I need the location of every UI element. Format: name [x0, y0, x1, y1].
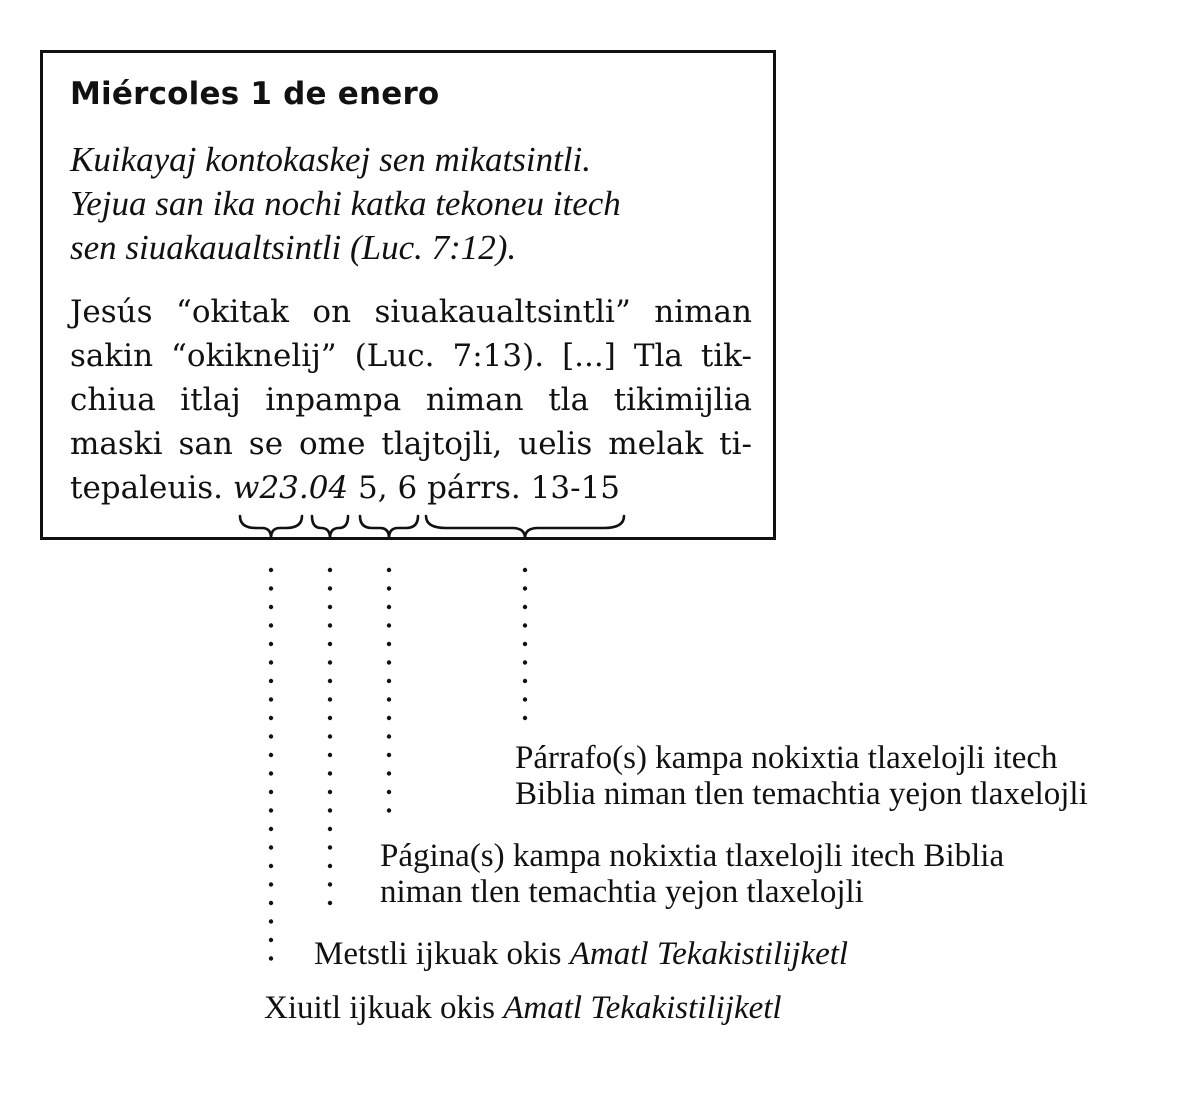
leader-year-dot: [269, 938, 273, 942]
leader-month-dot: [328, 605, 332, 609]
month-label-title: Amatl Tekakistilijketl: [569, 936, 849, 972]
year-label: [264, 990, 782, 1026]
leader-month-dot: [328, 827, 332, 831]
leader-pages-dot: [387, 790, 391, 794]
verse-line: sen siuakaualtsintli (Luc. 7:12).: [70, 228, 517, 267]
leader-paragraphs-dot: [523, 697, 527, 701]
leader-year-dot: [269, 697, 273, 701]
reference-code: w23.04: [232, 470, 349, 506]
leader-year-dot: [269, 919, 273, 923]
leader-month-dot: [328, 808, 332, 812]
leader-year-dot: [269, 808, 273, 812]
leader-paragraphs-dot: [523, 679, 527, 683]
leader-year-dot: [269, 864, 273, 868]
leader-month-dot: [328, 864, 332, 868]
leader-month-dot: [328, 771, 332, 775]
leader-pages-dot: [387, 771, 391, 775]
leader-month-dot: [328, 845, 332, 849]
leader-pages-dot: [387, 734, 391, 738]
leader-year-dot: [269, 568, 273, 572]
leader-year-dot: [269, 734, 273, 738]
verse-line: Yejua san ika nochi katka tekoneu itech: [70, 184, 621, 223]
leader-pages-dot: [387, 697, 391, 701]
leader-paragraphs-dot: [523, 568, 527, 572]
leader-month-dot: [328, 586, 332, 590]
leader-month-dot: [328, 568, 332, 572]
leader-pages-dot: [387, 605, 391, 609]
card-date: Miércoles 1 de enero: [70, 76, 440, 112]
brace-paragraphs: [426, 516, 624, 538]
leader-pages-dot: [387, 679, 391, 683]
paragraphs-label-line: Párrafo(s) kampa nokixtia tlaxelojli itech: [515, 740, 1058, 776]
year-label-prefix: Xiuitl ijkuak okis: [264, 990, 495, 1026]
leader-year-dot: [269, 605, 273, 609]
leader-month-dot: [328, 901, 332, 905]
leader-pages-dot: [387, 568, 391, 572]
leader-month-dot: [328, 882, 332, 886]
leader-paragraphs-dot: [523, 642, 527, 646]
comment-last-word: tepaleuis.: [70, 470, 224, 506]
leader-paragraphs-dot: [523, 586, 527, 590]
leader-year-dot: [269, 679, 273, 683]
leader-month-dot: [328, 697, 332, 701]
comment-line: sakin “okiknelij” (Luc. 7:13). [...] Tla tik-: [70, 338, 752, 374]
pages-label: [380, 838, 1004, 910]
pages-label-line: niman tlen temachtia yejon tlaxelojli: [380, 874, 864, 910]
leader-month-dot: [328, 716, 332, 720]
leader-month-dot: [328, 660, 332, 664]
brace-pages: [360, 516, 418, 538]
leader-month-dot: [328, 679, 332, 683]
leader-year-dot: [269, 901, 273, 905]
reference-paragraphs: párrs. 13-15: [427, 470, 621, 506]
leader-year-dot: [269, 623, 273, 627]
leader-year-dot: [269, 642, 273, 646]
leader-year-dot: [269, 956, 273, 960]
brace-month: [312, 516, 348, 538]
leader-month-dot: [328, 642, 332, 646]
leader-paragraphs-dot: [523, 605, 527, 609]
leader-year-dot: [269, 586, 273, 590]
pages-label-line: Página(s) kampa nokixtia tlaxelojli itech Biblia: [380, 838, 1005, 874]
leader-month-dot: [328, 623, 332, 627]
comment-line: chiua itlaj inpampa niman tla tikimijlia: [70, 382, 752, 418]
leader-paragraphs-dot: [523, 716, 527, 720]
leader-paragraphs-dot: [523, 623, 527, 627]
paragraphs-label-line: Biblia niman tlen temachtia yejon tlaxelojli: [515, 776, 1088, 812]
paragraphs-label: [515, 740, 1088, 812]
leader-pages-dot: [387, 716, 391, 720]
leader-pages-dot: [387, 660, 391, 664]
brace-year: [240, 516, 302, 538]
leader-year-dot: [269, 660, 273, 664]
leader-month-dot: [328, 753, 332, 757]
leader-year-dot: [269, 845, 273, 849]
leader-year-dot: [269, 790, 273, 794]
leader-paragraphs-dot: [523, 660, 527, 664]
leader-year-dot: [269, 771, 273, 775]
leader-year-dot: [269, 716, 273, 720]
leader-year-dot: [269, 882, 273, 886]
leader-month-dot: [328, 734, 332, 738]
leader-pages-dot: [387, 808, 391, 812]
month-label: [314, 936, 848, 972]
verse-line: Kuikayaj kontokaskej sen mikatsintli.: [70, 140, 592, 179]
leader-month-dot: [328, 790, 332, 794]
comment-line: Jesús “okitak on siuakaualtsintli” niman: [70, 294, 752, 330]
leader-pages-dot: [387, 586, 391, 590]
comment-line: maski san se ome tlajtojli, uelis melak ti-: [70, 426, 752, 462]
leader-year-dot: [269, 753, 273, 757]
leader-pages-dot: [387, 753, 391, 757]
reference-pages: 5, 6: [358, 470, 418, 506]
year-label-title: Amatl Tekakistilijketl: [503, 990, 782, 1026]
month-label-prefix: Metstli ijkuak okis: [314, 936, 562, 972]
leader-pages-dot: [387, 623, 391, 627]
leader-year-dot: [269, 827, 273, 831]
leader-pages-dot: [387, 642, 391, 646]
